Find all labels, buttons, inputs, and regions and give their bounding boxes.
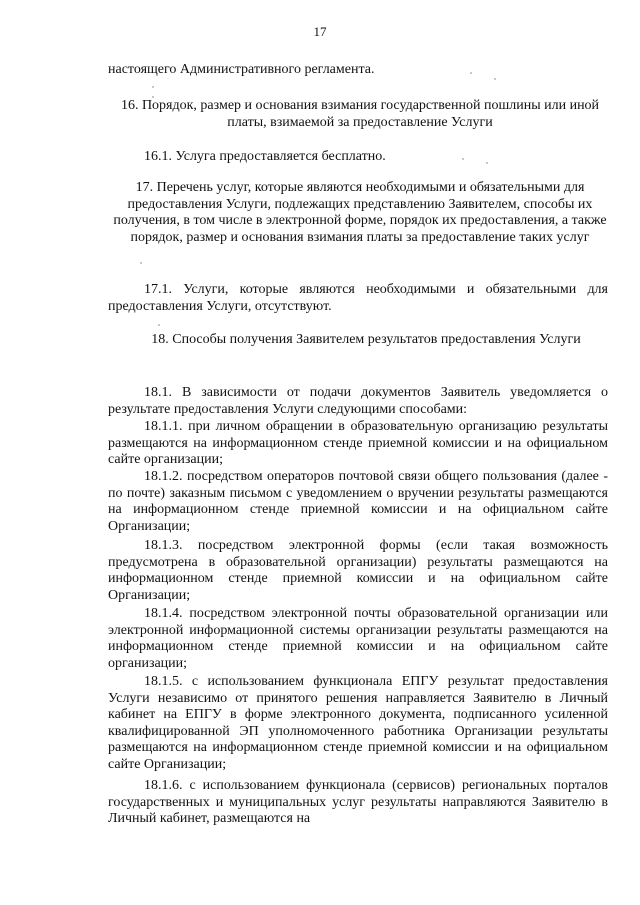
scan-speck [152,96,154,98]
paragraph-18-1-4: 18.1.4. посредством электронной почты образовательной организации или электронной информационной системы организации результаты размещаются на информационном стенде приемной комиссии и на официальном сайте организации; [108,606,608,671]
paragraph-18-1: 18.1. В зависимости от подачи документов Заявитель уведомляется о результате предоставления Услуги следующими способами: [108,385,608,417]
paragraph-18-1-2: 18.1.2. посредством операторов почтовой связи общего пользования (далее - по почте) заказным письмом с уведомлением о вручении результаты размещаются на информационном стенде приемной комиссии и на официальном сайте Организации; [108,469,608,534]
scan-speck [140,262,142,264]
scan-speck [494,78,496,80]
scan-speck [462,158,464,160]
scan-speck [152,86,154,88]
paragraph-continuation: настоящего Административного регламента. [108,62,375,77]
scan-speck [486,162,488,164]
scan-speck [470,72,472,74]
paragraph-18-1-5: 18.1.5. с использованием функционала ЕПГУ результат предоставления Услуги независимо от принятого решения направляется Заявителю в Личный кабинет на ЕПГУ в форме электронного документа, подписанного усиленной квалифицированной ЭП уполномоченного работника Организации результаты размещаются на информационном стенде приемной комиссии и на официальном сайте Организации; [108,674,608,772]
page-number: 17 [313,24,327,39]
paragraph-18-1-1: 18.1.1. при личном обращении в образовательную организацию результаты размещаются на информационном стенде приемной комиссии и на официальном сайте организации; [108,419,608,467]
paragraph-16-1: 16.1. Услуга предоставляется бесплатно. [144,149,386,164]
section-heading-17: 17. Перечень услуг, которые являются необходимыми и обязательными для предоставления Услуги, подлежащих представлению Заявителем, способы их получения, в том числе в электронной форме, порядок их предоставления, а также порядок, размер и основания взимания платы за предоставление таких услуг [113,180,607,245]
section-heading-18: 18. Способы получения Заявителем результатов предоставления Услуги [151,332,581,347]
paragraph-17-1: 17.1. Услуги, которые являются необходимыми и обязательными для предоставления Услуги, отсутствуют. [108,282,608,314]
section-heading-16: 16. Порядок, размер и основания взимания государственной пошлины или иной платы, взимаемой за предоставление Услуги [120,98,600,130]
paragraph-18-1-3: 18.1.3. посредством электронной формы (если такая возможность предусмотрена в образовательной организации) результаты размещаются на информационном стенде приемной комиссии и на официальном сайте Организации; [108,538,608,603]
scan-speck [158,324,160,326]
paragraph-18-1-6: 18.1.6. с использованием функционала (сервисов) региональных порталов государственных и муниципальных услуг результаты направляются Заявителю в Личный кабинет, размещаются на [108,778,608,826]
